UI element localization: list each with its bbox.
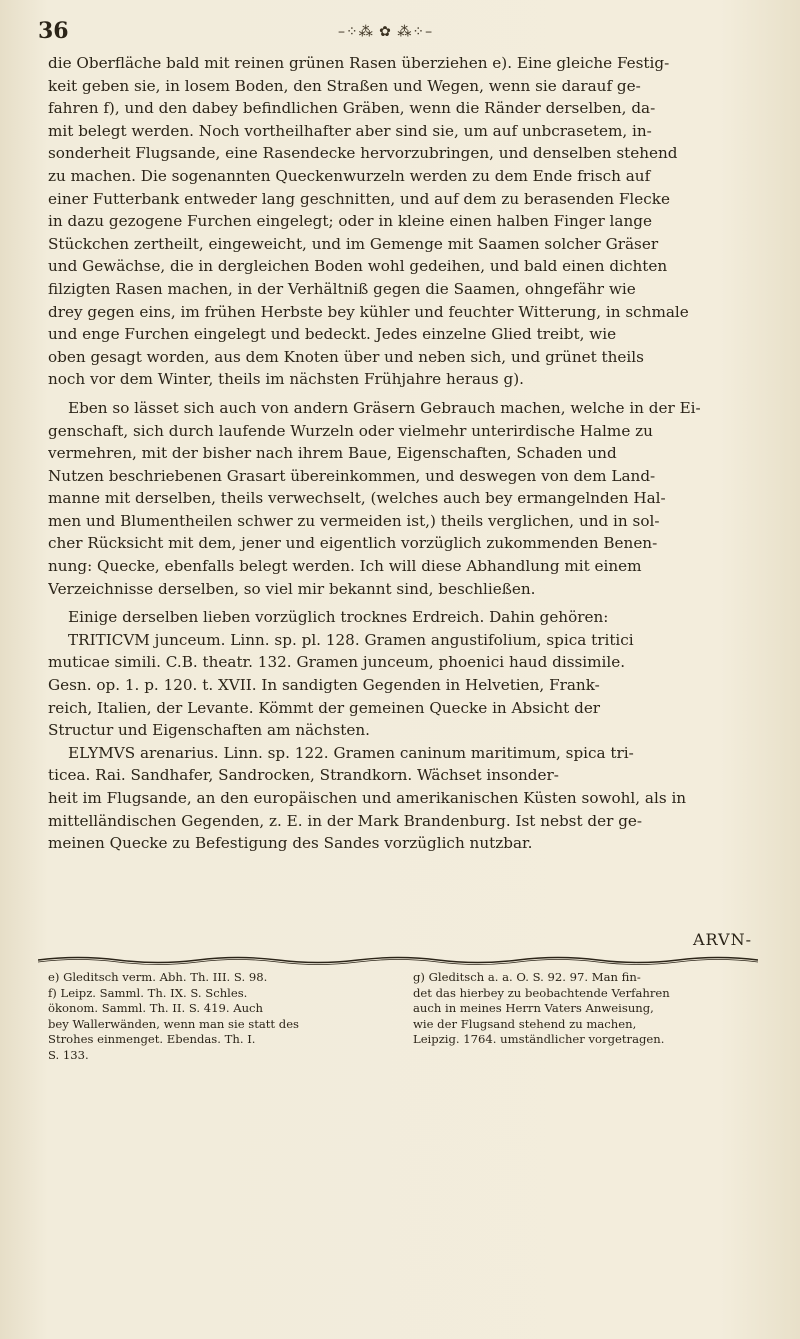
text-line: drey gegen eins, im frühen Herbste bey kühler und feuchter Witterung, in schmale: [48, 302, 689, 321]
main-text: [48, 52, 753, 855]
text-line: sonderheit Flugsande, eine Rasendecke hervorzubringen, und denselben stehend: [48, 144, 678, 163]
text-line: filzigten Rasen machen, in der Verhältniß gegen die Saamen, ohngefähr wie: [48, 279, 636, 298]
text-line: oben gesagt worden, aus dem Knoten über und neben sich, und grünet theils: [48, 347, 644, 366]
text-line: ELYMVS arenarius. Linn. sp. 122. Gramen caninum maritimum, spica tri-: [68, 743, 634, 762]
text-line: noch vor dem Winter, theils im nächsten Frühjahre heraus g).: [48, 370, 524, 389]
text-line: Gesn. op. 1. p. 120. t. XVII. In sandigten Gegenden in Helvetien, Frank-: [48, 676, 600, 695]
footnote-line: f) Leipz. Samml. Th. IX. S. Schles.: [48, 985, 248, 1000]
text-line: ticea. Rai. Sandhafer, Sandrocken, Strandkorn. Wächset insonder-: [48, 766, 559, 785]
footnotes-left-column: [48, 970, 388, 1063]
footnote-line: g) Gleditsch a. a. O. S. 92. 97. Man fin-: [413, 970, 641, 984]
text-line: Eben so lässet sich auch von andern Gräsern Gebrauch machen, welche in der Ei-: [68, 398, 701, 417]
text-line: fahren f), und den dabey befindlichen Gräben, wenn die Ränder derselben, da-: [48, 99, 656, 118]
page-header: [38, 18, 758, 48]
footnote-line: wie der Flugsand stehend zu machen,: [413, 1016, 637, 1031]
footnotes-right-column: [413, 970, 753, 1048]
footnote-line: S. 133.: [48, 1047, 89, 1062]
text-line: TRITICVM junceum. Linn. sp. pl. 128. Gramen angustifolium, spica tritici: [68, 630, 634, 649]
page-number: 36: [38, 18, 69, 44]
footnote-rule: [38, 955, 758, 965]
text-line: meinen Quecke zu Befestigung des Sandes vorzüglich nutzbar.: [48, 834, 533, 853]
text-line: Verzeichnisse derselben, so viel mir bekannt sind, beschließen.: [48, 579, 536, 598]
text-line: manne mit derselben, theils verwechselt, (welches auch bey ermangelnden Hal-: [48, 489, 666, 508]
catchword: ARVN-: [693, 930, 752, 949]
text-line: und enge Furchen eingelegt und bedeckt. Jedes einzelne Glied treibt, wie: [48, 325, 617, 344]
footnote-line: det das hierbey zu beobachtende Verfahren: [413, 985, 670, 1000]
footnote-line: e) Gleditsch verm. Abh. Th. III. S. 98.: [48, 970, 268, 984]
text-line: in dazu gezogene Furchen eingelegt; oder in kleine einen halben Finger lange: [48, 212, 652, 231]
text-line: Einige derselben lieben vorzüglich trocknes Erdreich. Dahin gehören:: [68, 608, 609, 627]
text-line: mittelländischen Gegenden, z. E. in der Mark Brandenburg. Ist nebst der ge-: [48, 811, 643, 830]
footnote-line: Leipzig. 1764. umständlicher vorgetragen.: [413, 1032, 665, 1046]
text-line: cher Rücksicht mit dem, jener und eigentlich vorzüglich zukommenden Benen-: [48, 534, 658, 553]
text-line: einer Futterbank entweder lang geschnitten, und auf dem zu berasenden Flecke: [48, 189, 670, 208]
text-line: Nutzen beschriebenen Grasart übereinkommen, und deswegen von dem Land-: [48, 466, 656, 485]
footnote-line: bey Wallerwänden, wenn man sie statt des: [48, 1016, 300, 1031]
text-line: Stückchen zertheilt, eingeweicht, und im Gemenge mit Saamen solcher Gräser: [48, 234, 659, 253]
text-line: die Oberfläche bald mit reinen grünen Rasen überziehen e). Eine gleiche Festig-: [48, 54, 670, 72]
text-line: reich, Italien, der Levante. Kömmt der gemeinen Quecke in Absicht der: [48, 698, 601, 717]
text-line: muticae simili. C.B. theatr. 132. Gramen junceum, phoenici haud dissimile.: [48, 653, 626, 672]
text-line: vermehren, mit der bisher nach ihrem Baue, Eigenschaften, Schaden und: [48, 444, 617, 463]
text-line: zu machen. Die sogenannten Queckenwurzeln werden zu dem Ende frisch auf: [48, 166, 651, 185]
text-line: und Gewächse, die in dergleichen Boden wohl gedeihen, und bald einen dichten: [48, 257, 668, 276]
text-line: mit belegt werden. Noch vortheilhafter aber sind sie, um auf unbcrasetem, in-: [48, 121, 652, 140]
text-line: heit im Flugsande, an den europäischen und amerikanischen Küsten sowohl, als in: [48, 789, 687, 807]
text-line: Structur und Eigenschaften am nächsten.: [48, 721, 370, 740]
footnote-line: auch in meines Herrn Vaters Anweisung,: [413, 1001, 654, 1015]
header-ornament: –⁘⁂ ✿ ⁂⁘–: [338, 24, 434, 40]
text-line: men und Blumentheilen schwer zu vermeiden ist,) theils verglichen, und in sol-: [48, 511, 660, 530]
text-line: nung: Quecke, ebenfalls belegt werden. Ich will diese Abhandlung mit einem: [48, 557, 642, 576]
text-line: genschaft, sich durch laufende Wurzeln oder vielmehr unterirdische Halme zu: [48, 421, 653, 440]
text-line: keit geben sie, in losem Boden, den Straßen und Wegen, wenn sie darauf ge-: [48, 76, 641, 95]
footnote-line: ökonom. Samml. Th. II. S. 419. Auch: [48, 1001, 264, 1015]
footnote-line: Strohes einmenget. Ebendas. Th. I.: [48, 1032, 256, 1046]
